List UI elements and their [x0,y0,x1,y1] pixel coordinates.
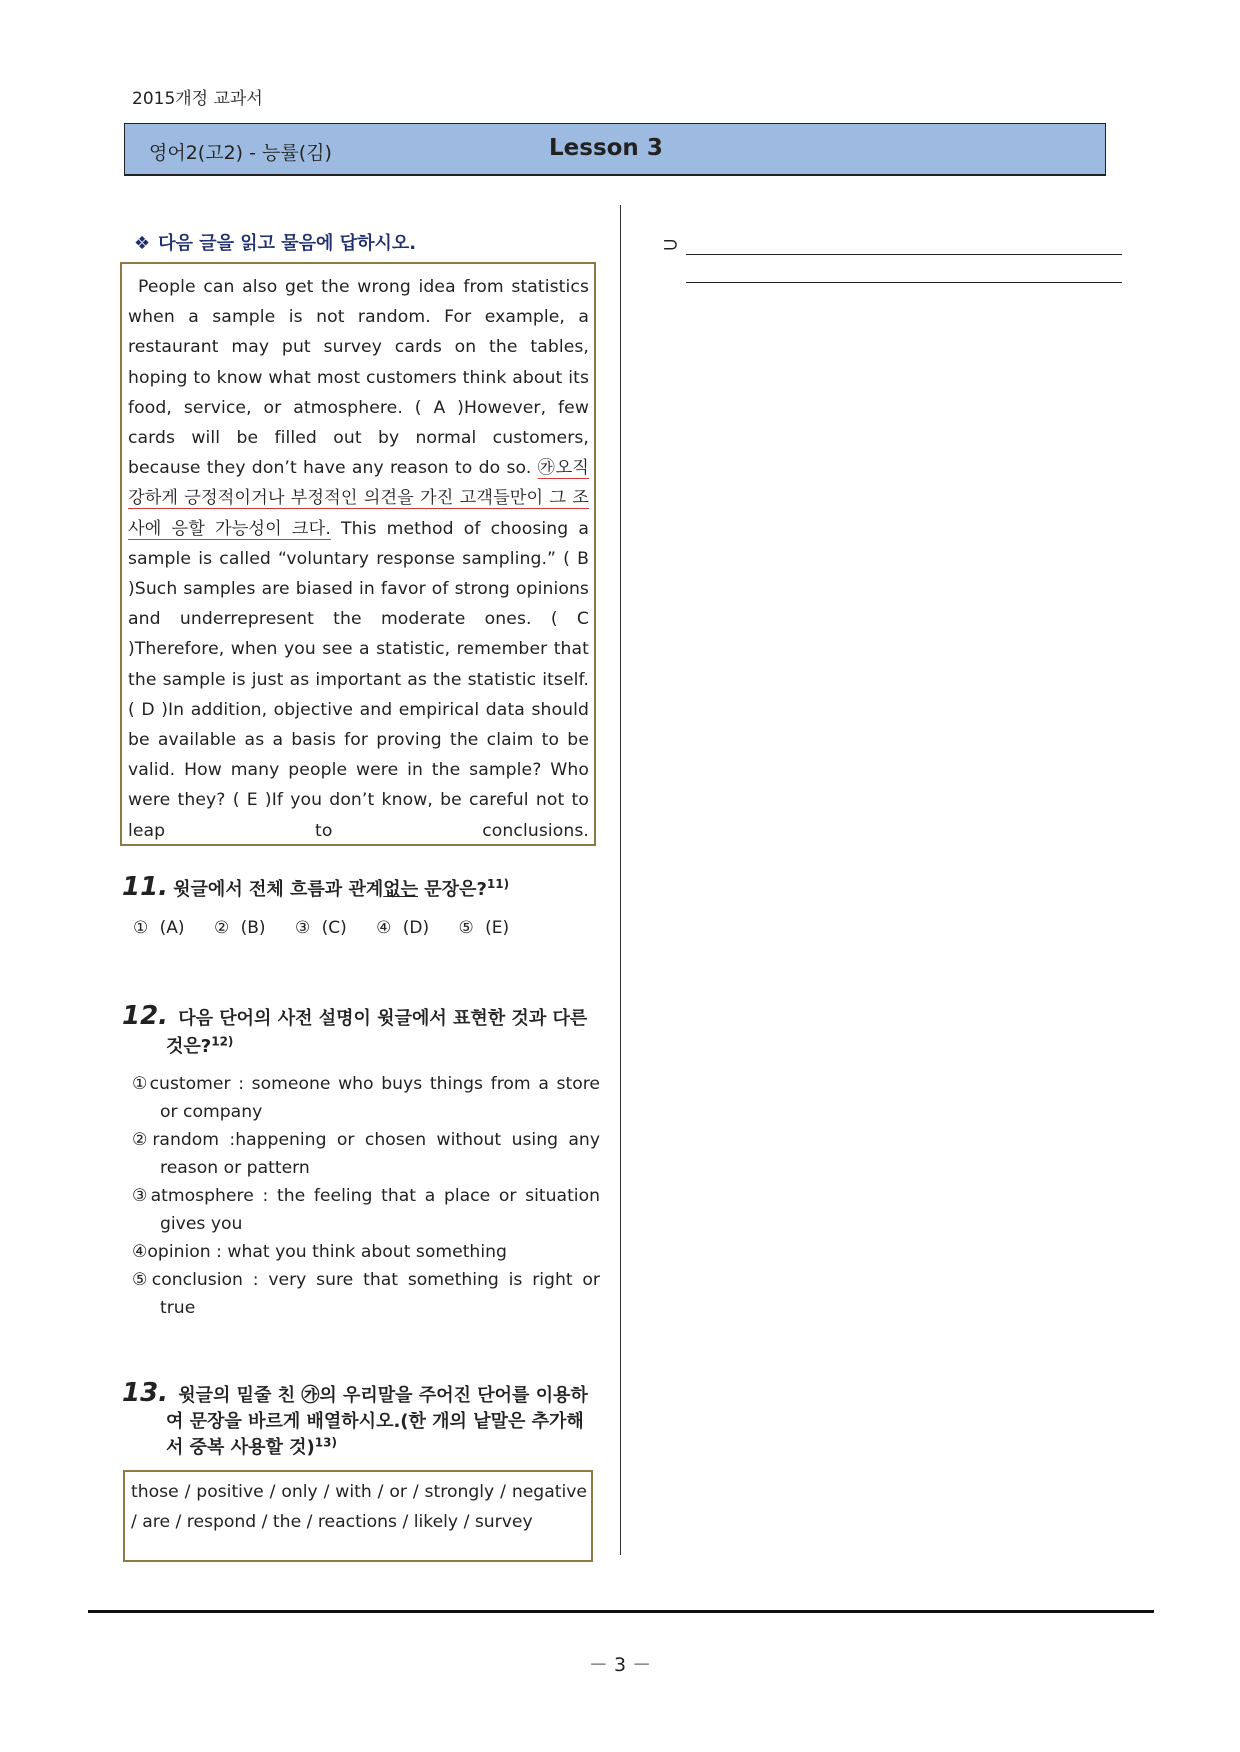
question-text-part: 문장은? [418,879,487,900]
question-number: 11. [122,872,169,902]
question-underlined-word: 없는 [383,879,419,900]
instruction [134,229,416,255]
choice-2[interactable]: ②random :happening or chosen without using any reason or pattern [132,1130,600,1178]
header-lesson-title: Lesson 3 [549,135,663,161]
header-bar [124,123,1106,176]
choice-d[interactable]: ④ (D) [376,918,430,938]
passage-part-2: This method of choosing a sample is called “voluntary response sampling.” ( B )Such samples are biased in favor of strong opinions and underrepresent the moderate ones. ( C )Therefore, when you see a statistic, remember that the sample is just as important as the statistic itself. ( D )In addition, objective and empirical data should be available as a basis for proving the claim to be valid. How many people were in the sample? Who were they? ( E )If you don’t know, be careful not to leap to conclusions. [128,518,590,841]
choice-c[interactable]: ③ (C) [294,918,347,938]
question-11 [122,872,509,902]
answer-arrow-icon: ⊃ [662,232,679,256]
choice-3[interactable]: ③atmosphere : the feeling that a place or situation gives you [132,1186,600,1234]
answer-line-2[interactable] [686,282,1122,283]
document-label: 2015개정 교과서 [132,89,263,109]
question-number: 13. [122,1378,169,1408]
choice-a[interactable]: ① (A) [133,918,185,938]
footer-rule [88,1610,1154,1613]
passage-box [120,262,596,846]
passage-text [128,272,589,846]
question-text: 윗글의 밑줄 친 ㉮의 우리말을 주어진 단어를 이용하여 문장을 바르게 배열하시오.(한 개의 낱말은 추가해서 중복 사용할 것) [166,1385,588,1458]
question-text-part: 윗글에서 전체 흐름과 관계 [173,879,384,900]
choice-4[interactable]: ④opinion : what you think about something [132,1242,507,1262]
q12-choices [132,1070,600,1322]
diamond-bullet-icon: ❖ [134,233,151,254]
header-subject: 영어2(고2) - 능률(김) [149,142,332,164]
choice-1[interactable]: ①customer : someone who buys things from a store or company [132,1074,600,1122]
q11-choices [133,918,527,938]
column-divider [620,205,621,1555]
footnote-mark: 11) [486,877,510,891]
answer-line-1[interactable] [686,254,1122,255]
passage-underlined-korean: ㉮오직 강하게 긍정적이거나 부정적인 의견을 가진 고객들만이 그 조사에 응할 가능성이 크다. [128,458,589,539]
question-text [173,879,509,900]
question-13 [122,1380,600,1461]
footnote-mark: 13) [314,1435,337,1450]
instruction-text: 다음 글을 읽고 물음에 답하시오. [158,233,417,254]
question-number: 12. [122,1001,169,1031]
footnote-mark: 12) [211,1034,234,1049]
word-bank-text: those / positive / only / with / or / strongly / negative / are / respond / the / reactions / likely / survey [131,1482,587,1532]
word-bank-box [123,1470,593,1562]
page-number: － 3 － [588,1654,652,1676]
passage-part-1: People can also get the wrong idea from statistics when a sample is not random. For example, a restaurant may put survey cards on the tables, hoping to know what most customers think about its food, service, or atmosphere. ( A )However, few cards will be filled out by normal customers, because they don’t have any reason to do so. [128,277,589,479]
choice-5[interactable]: ⑤conclusion : very sure that something is right or true [132,1270,600,1318]
question-text: 다음 단어의 사전 설명이 윗글에서 표현한 것과 다른 것은? [166,1008,588,1057]
choice-b[interactable]: ② (B) [213,918,266,938]
choice-e[interactable]: ⑤ (E) [458,918,510,938]
question-12 [122,1002,600,1061]
